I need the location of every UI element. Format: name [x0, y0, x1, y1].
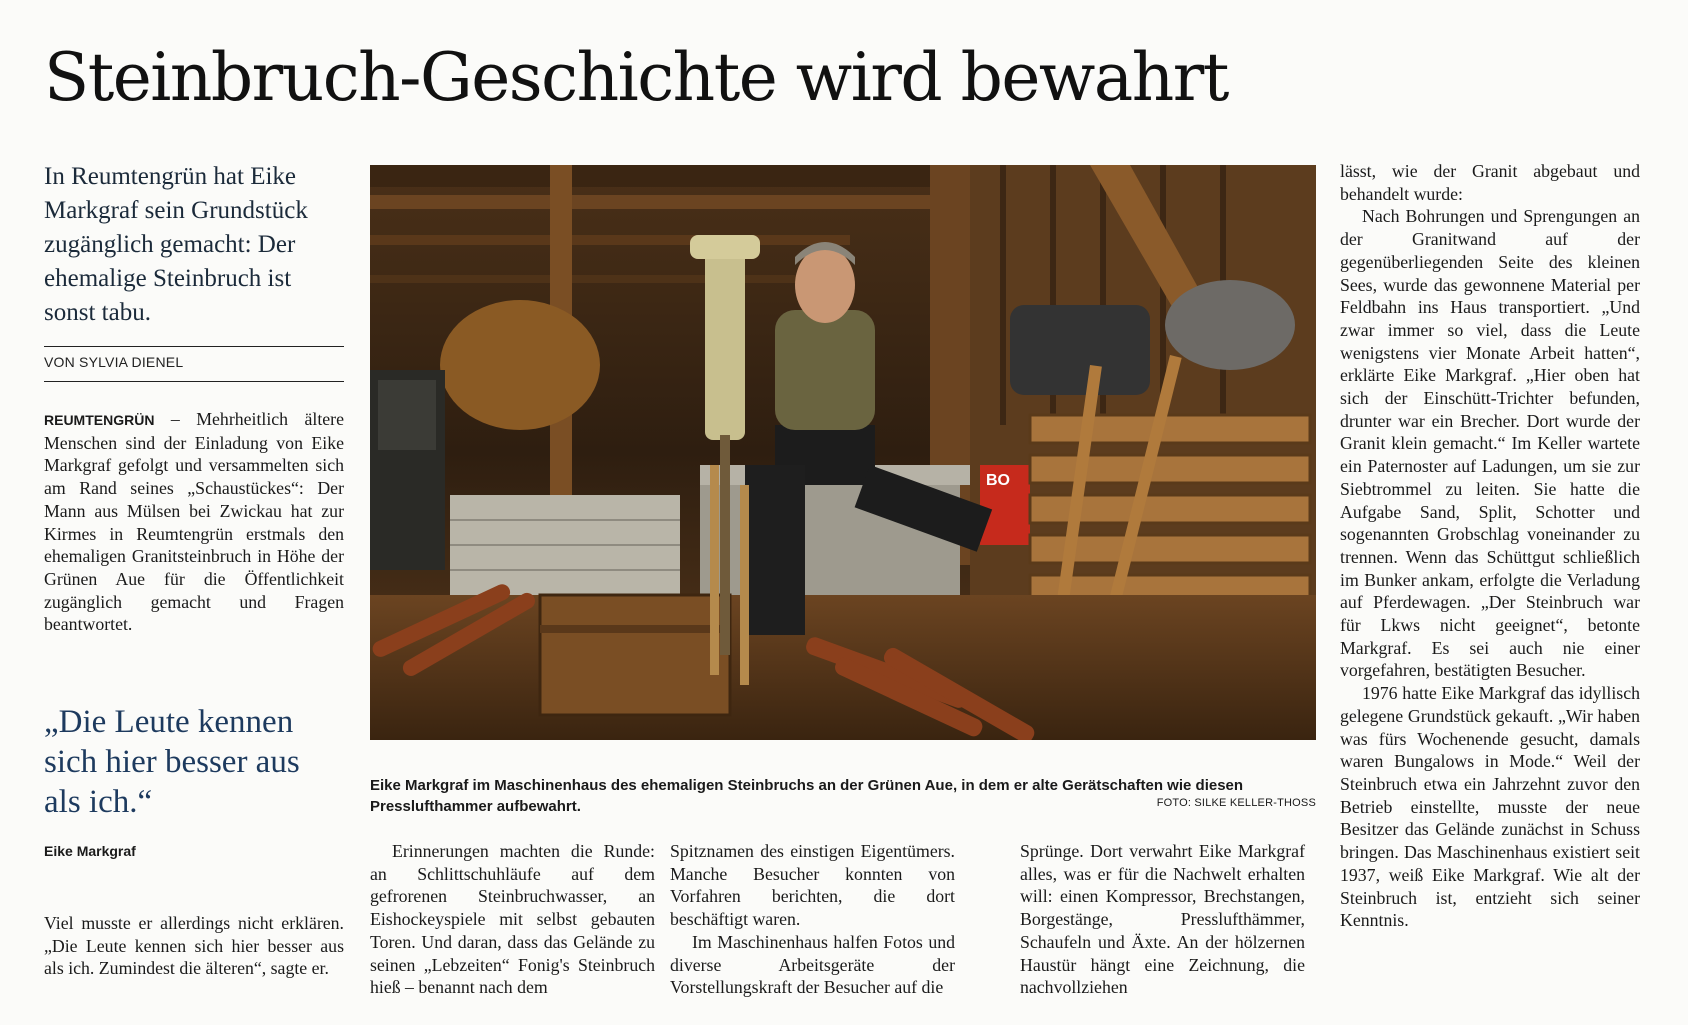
body-column-2: [670, 840, 955, 999]
jackhammer: [705, 240, 745, 440]
lead-text: – Mehrheitlich ältere Menschen sind der Einladung von Eike Markgraf gefolgt und versammelten sich am Rand seines „Schaustückes“: Der Mann aus Mülsen bei Zwickau hat zur Kirmes in Reumtengrün erstmals den ehemaligen Granitsteinbruch in Höhe der Grünen Aue für die Öffentlichkeit zugänglich gemacht und Fragen beantwortet.: [44, 409, 344, 635]
pull-quote-author: Eike Markgraf: [44, 843, 136, 859]
body-column-3: [1020, 840, 1305, 999]
intro-text: In Reumtengrün hat Eike Markgraf sein Grundstück zugänglich gemacht: Der ehemalige Steinbruch ist sonst tabu.: [44, 163, 308, 326]
paragraph: Nach Bohrungen und Sprengungen an der Granitwand auf der gegenüberliegenden Seite des kleinen Sees, wurde das gewonnene Material per Feldbahn ins Haus transportiert. „Und zwar immer so viel, dass die Leute wenigstens vier Monate Arbeit hatten“, erklärte Eike Markgraf. „Hier oben hat sich der Einschütt-Trichter befunden, drunter war ein Brecher. Dort wurde der Granit klein gemacht.“ Im Keller wartete ein Paternoster auf Ladungen, um sie zur Siebtrommel zu leiten. Sie hatte die Aufgabe Sand, Split, Schotter und sogenannten Grobschlag voneinander zu trennen. Wenn das Schüttgut schließlich im Bunker ankam, erfolgte die Verladung auf Pferdewagen. „Der Steinbruch war für Lkws nicht geeignet“, betonte Markgraf. Es sei auch nie einer vorgefahren, bestätigten Besucher.: [1340, 206, 1640, 681]
paragraph: Spitznamen des einstigen Eigentümers. Manche Besucher konnten von Vorfahren berichten, die dort beschäftigt waren.: [670, 841, 955, 930]
can-label: BO: [986, 472, 1010, 489]
byline: VON SYLVIA DIENEL: [44, 354, 184, 370]
left-bottom-paragraph: Viel musste er allerdings nicht erklären. „Die Leute kennen sich hier besser aus als ich. Zumindest die älteren“, sagte er.: [44, 913, 344, 979]
paragraph: Erinnerungen machten die Runde: an Schlittschuhläufe auf dem gefrorenen Steinbruchwasser, an Eishockeyspiele mit selbst gebauten Toren. Und daran, dass das Gelände zu seinen „Lebzeiten“ Fonig's Steinbruch hieß – benannt nach dem: [370, 841, 655, 998]
photo-illustration: [370, 165, 1316, 740]
paragraph: lässt, wie der Granit abgebaut und behandelt wurde:: [1340, 161, 1640, 204]
divider: [44, 381, 344, 382]
article-photo: [370, 165, 1316, 740]
divider: [44, 346, 344, 347]
body-column-right: [1340, 160, 1640, 932]
paragraph: Sprünge. Dort verwahrt Eike Markgraf alles, was er für die Nachwelt erhalten will: einen Kompressor, Brechstangen, Borgestänge, Presslufthämmer, Schaufeln und Äxte. An der hölzernen Haustür hängt eine Zeichnung, die nachvollziehen: [1020, 841, 1305, 998]
body-column-1: [370, 840, 655, 999]
pull-quote: „Die Leute kennen sich hier besser aus als ich.“: [44, 704, 300, 820]
dateline: REUMTENGRÜN: [44, 412, 155, 428]
photo-caption: Eike Markgraf im Maschinenhaus des ehemaligen Steinbruchs an der Grünen Aue, in dem er alte Gerätschaften wie diesen Presslufthammer aufbewahrt.: [370, 777, 1244, 815]
man-sweater: [775, 310, 875, 430]
man-face: [795, 247, 855, 323]
lead-paragraph: [44, 408, 344, 636]
paragraph: Im Maschinenhaus halfen Fotos und diverse Arbeitsgeräte der Vorstellungskraft der Besucher auf die: [670, 931, 955, 998]
headline: Steinbruch-Geschichte wird bewahrt: [44, 39, 1228, 116]
photo-credit: FOTO: SILKE KELLER-THOSS: [1156, 797, 1316, 809]
paragraph: 1976 hatte Eike Markgraf das idyllisch gelegene Grundstück gekauft. „Wir haben was fürs Wochenende gesucht, damals waren Bungalows in Mode.“ Weil der Steinbruch etwa ein Jahrzehnt zuvor den Betrieb einstellte, musste der neue Besitzer das Gelände zunächst in Schuss bringen. Das Maschinenhaus existiert seit 1937, weiß Eike Markgraf. Wie alt der Steinbruch ist, entzieht sich seiner Kenntnis.: [1340, 683, 1640, 931]
